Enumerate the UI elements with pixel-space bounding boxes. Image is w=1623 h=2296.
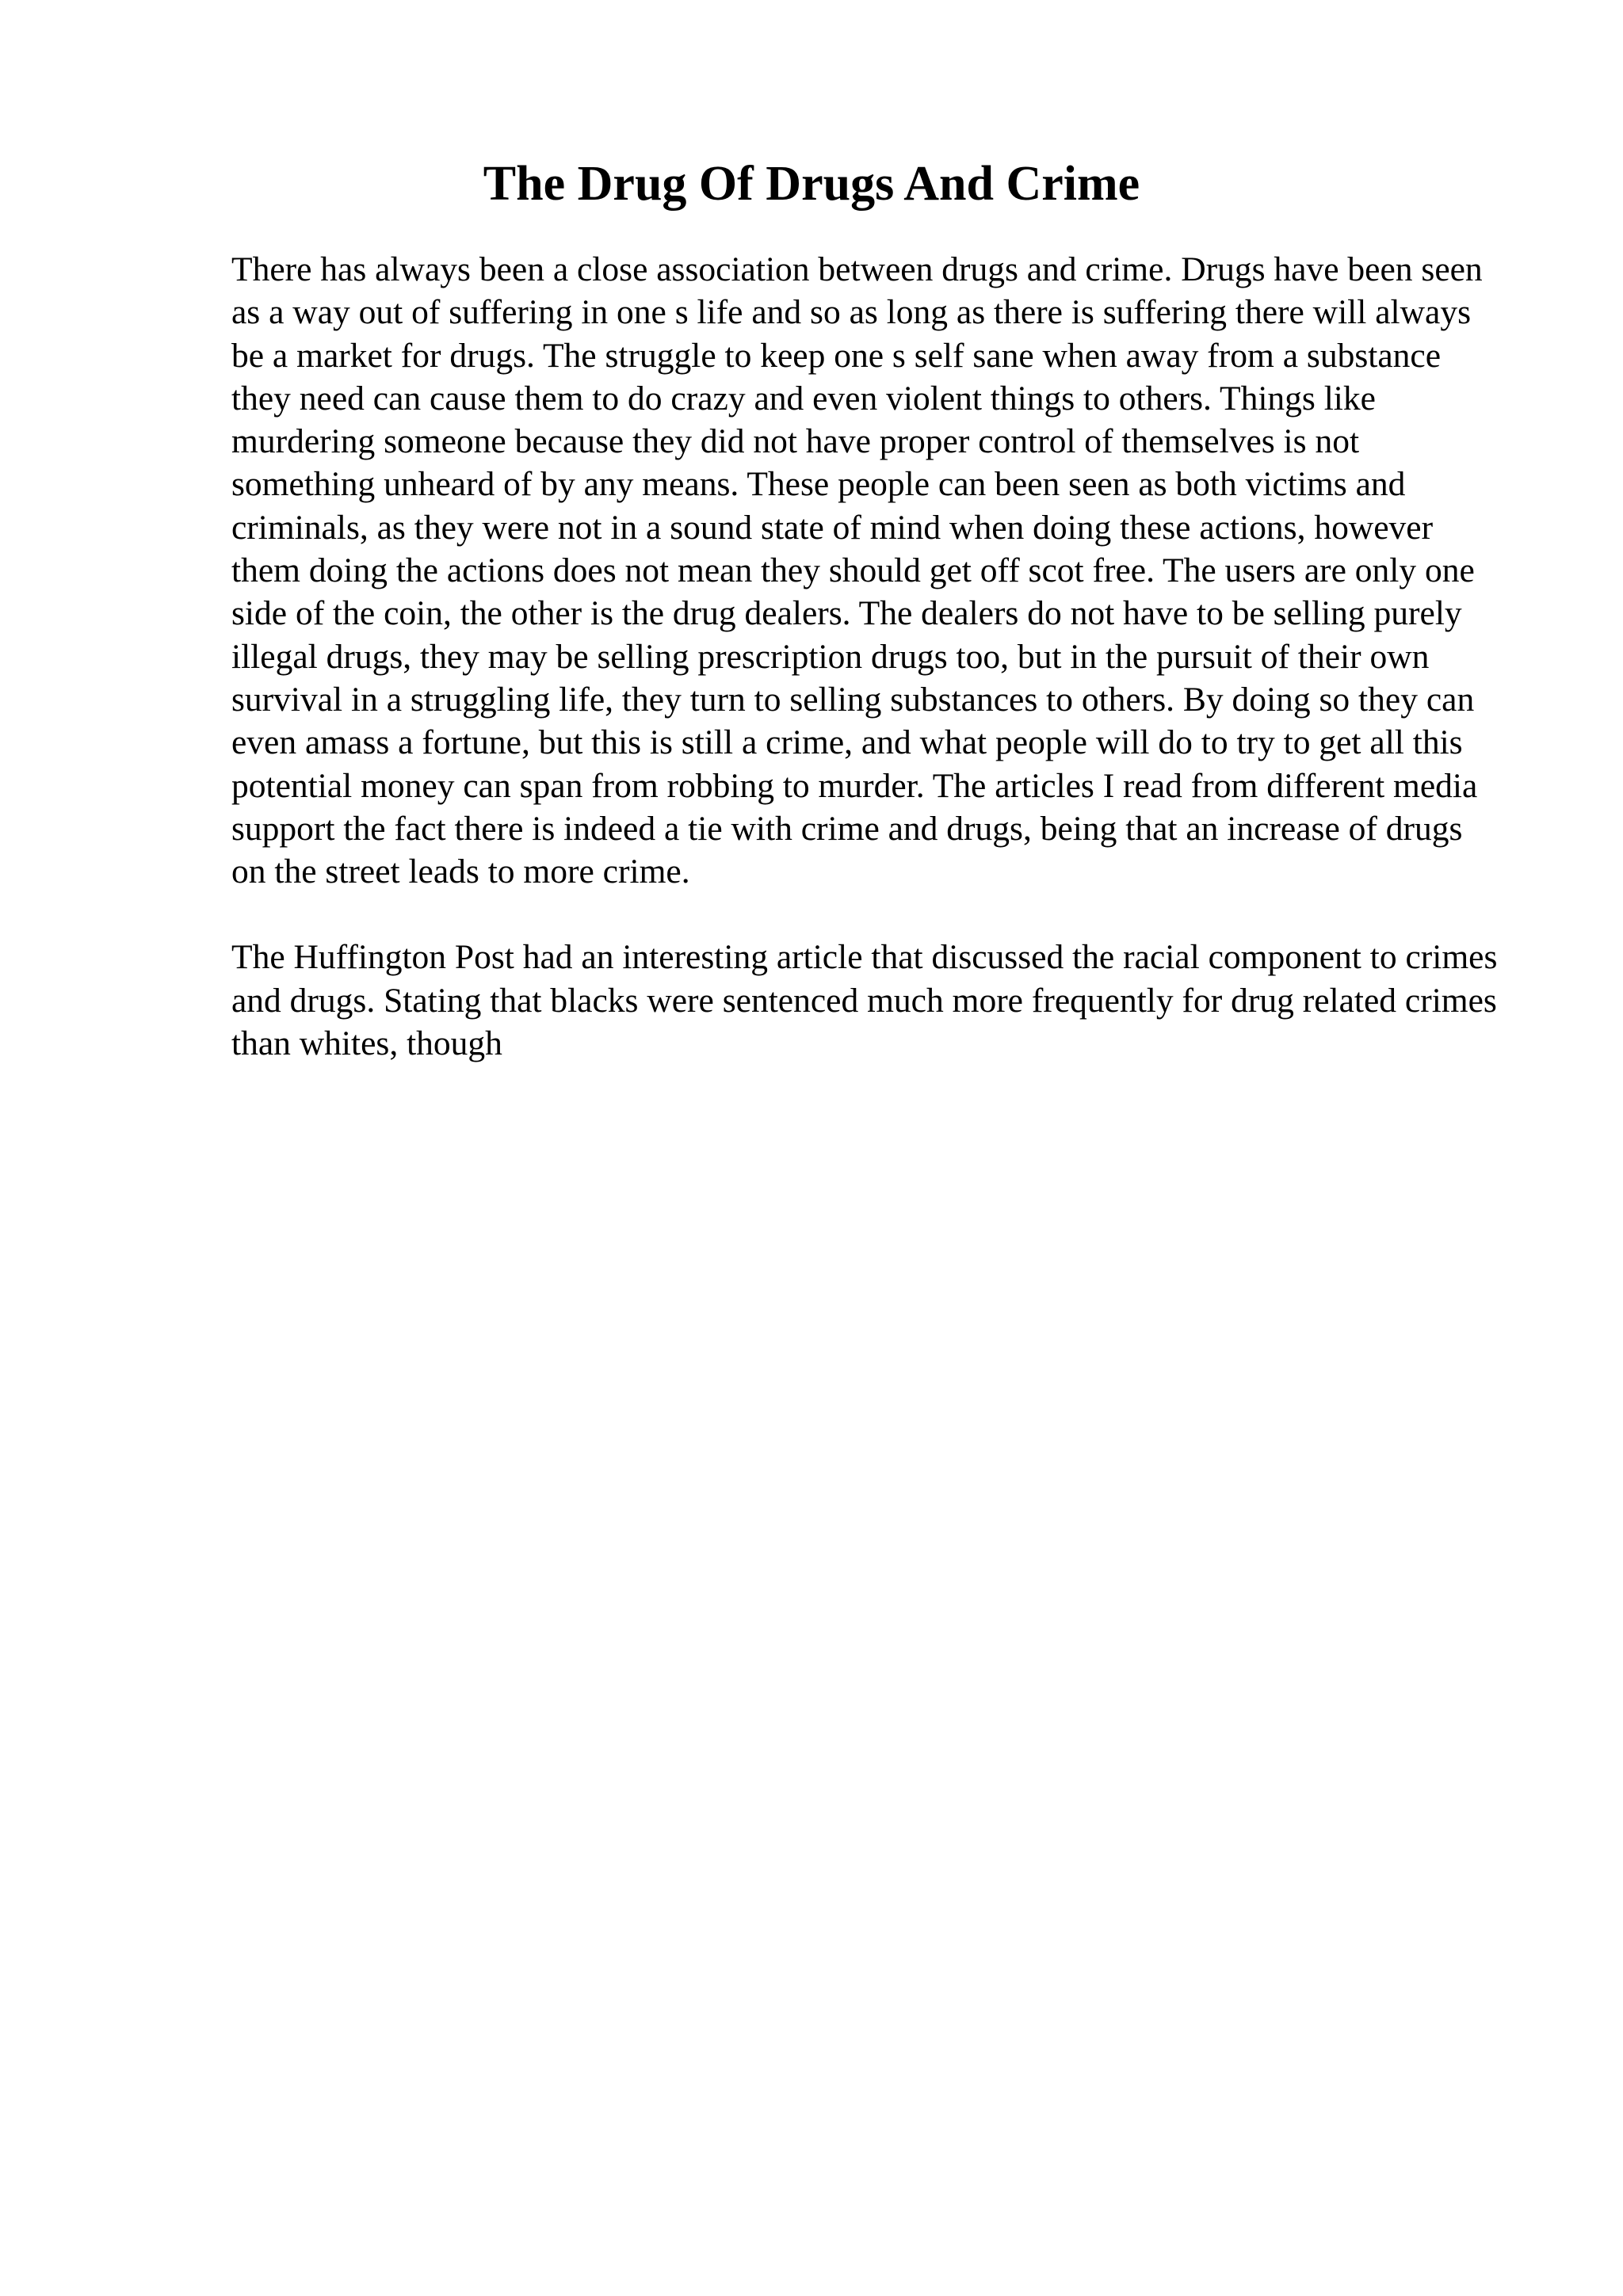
paragraph-1: There has always been a close association between drugs and crime. Drugs have been seen as a way out of suffering in one s life and so as long as there is suffering there will always be a market for drugs. The struggle to keep one s self sane when away from a substance they need can cause them to do crazy and even violent things to others. Things like murdering someone because they did not have proper control of themselves is not something unheard of by any means. These people can been seen as both victims and criminals, as they were not in a sound state of mind when doing these actions, however them doing the actions does not mean they should get off scot free. The users are only one side of the coin, the other is the drug dealers. The dealers do not have to be selling purely illegal drugs, they may be selling prescription drugs too, but in the pursuit of their own survival in a struggling life, they turn to selling substances to others. By doing so they can even amass a fortune, but this is still a crime, and what people will do to try to get all this potential money can span from robbing to murder. The articles I read from different media support the fact there is indeed a tie with crime and drugs, being that an increase of drugs on the street leads to more crime. [231,250,1483,891]
document-body [231,248,1499,1108]
document-title: The Drug Of Drugs And Crime [483,157,1140,211]
paragraph-2: The Huffington Post had an interesting article that discussed the racial component to crimes and drugs. Stating that blacks were sentenced much more frequently for drug related crimes than whites, though [231,938,1498,1063]
